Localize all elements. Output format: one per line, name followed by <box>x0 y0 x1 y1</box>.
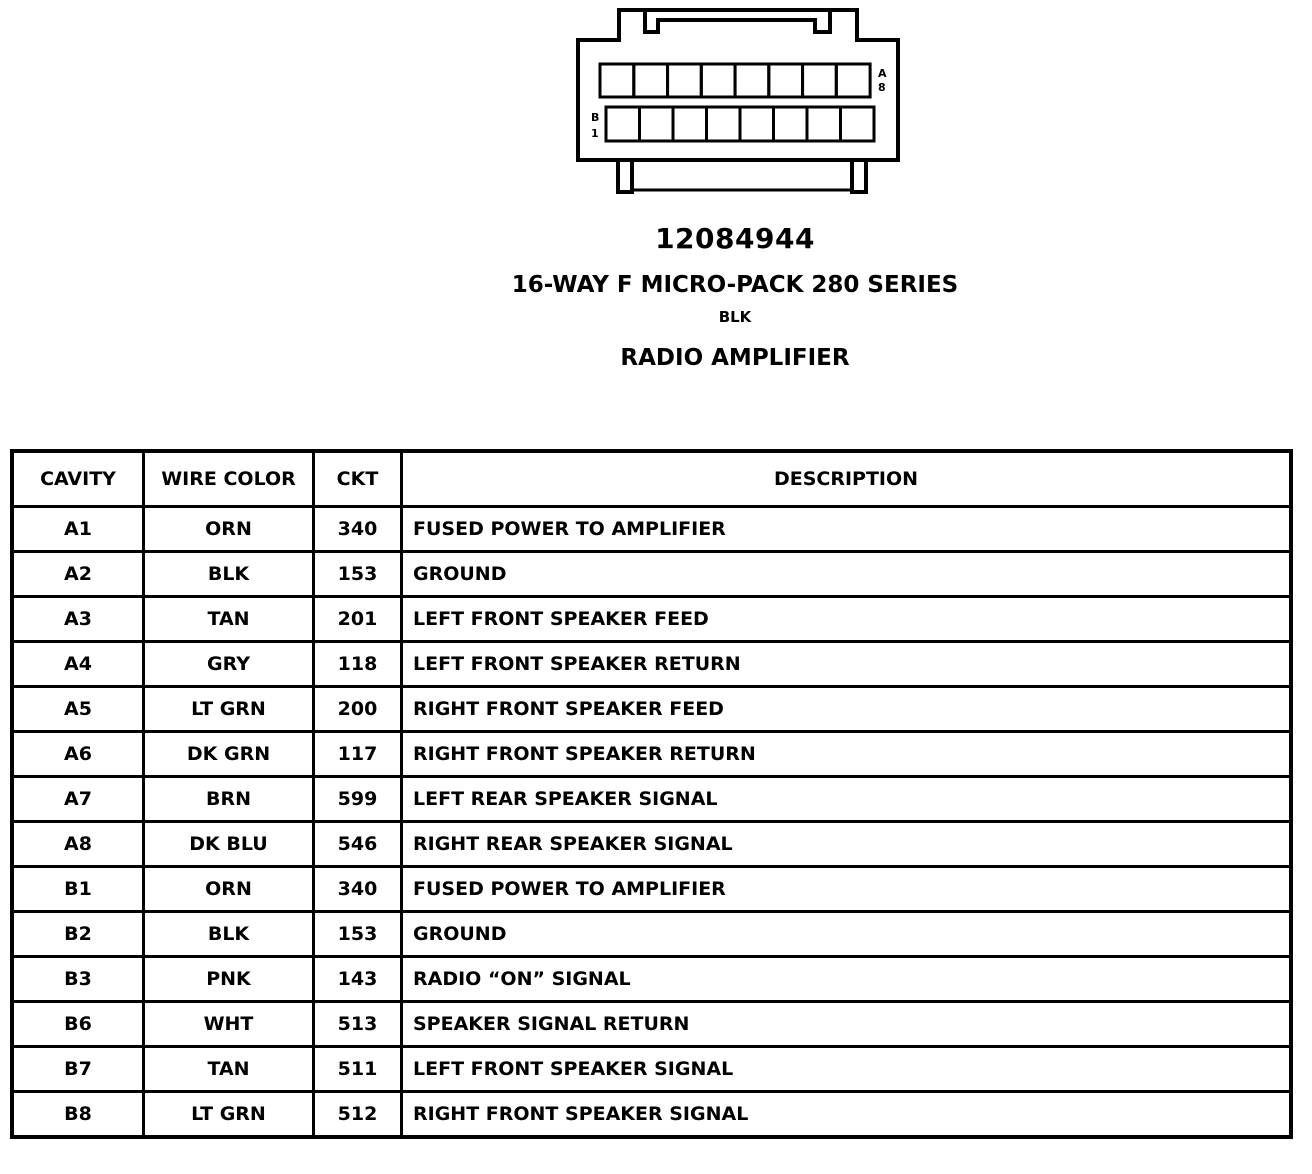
header-ckt: CKT <box>314 451 402 507</box>
cavity-b-6 <box>774 107 808 141</box>
row-a-end-label: 8 <box>878 81 886 94</box>
table-row <box>12 1002 1291 1047</box>
wire-color-cell: LT GRN <box>144 1092 314 1138</box>
description-cell: SPEAKER SIGNAL RETURN <box>402 1002 1292 1047</box>
cavity-cell: B6 <box>12 1002 144 1047</box>
ckt-cell: 511 <box>314 1047 402 1092</box>
wire-color-cell: DK BLU <box>144 822 314 867</box>
table-row <box>12 1047 1291 1092</box>
wire-color-cell: LT GRN <box>144 687 314 732</box>
connector-diagram <box>560 0 920 210</box>
table-row <box>12 912 1291 957</box>
cavity-a-1 <box>600 64 634 97</box>
row-b-end-label: 1 <box>591 127 599 140</box>
description-cell: GROUND <box>402 912 1292 957</box>
ckt-cell: 513 <box>314 1002 402 1047</box>
cavity-a-6 <box>769 64 803 97</box>
part-color: BLK <box>718 308 752 326</box>
cavity-b-3 <box>673 107 707 141</box>
cavity-b-5 <box>740 107 774 141</box>
cavity-cell: B3 <box>12 957 144 1002</box>
part-description: 16-WAY F MICRO-PACK 280 SERIES <box>511 272 959 298</box>
cavity-a-8 <box>836 64 870 97</box>
wire-color-cell: WHT <box>144 1002 314 1047</box>
ckt-cell: 153 <box>314 552 402 597</box>
cavity-b-4 <box>707 107 741 141</box>
table-row <box>12 507 1291 552</box>
header-wire-color: WIRE COLOR <box>144 451 314 507</box>
description-cell: RIGHT FRONT SPEAKER FEED <box>402 687 1292 732</box>
table-row <box>12 642 1291 687</box>
cavity-a-5 <box>735 64 769 97</box>
table-row <box>12 867 1291 912</box>
table-row <box>12 687 1291 732</box>
cavity-a-4 <box>701 64 735 97</box>
cavity-a-7 <box>803 64 837 97</box>
cavity-cell: A6 <box>12 732 144 777</box>
ckt-cell: 143 <box>314 957 402 1002</box>
ckt-cell: 118 <box>314 642 402 687</box>
wire-color-cell: TAN <box>144 1047 314 1092</box>
description-cell: LEFT FRONT SPEAKER RETURN <box>402 642 1292 687</box>
wire-color-cell: DK GRN <box>144 732 314 777</box>
table-row <box>12 1092 1291 1138</box>
cavity-cell: A5 <box>12 687 144 732</box>
wire-color-cell: TAN <box>144 597 314 642</box>
cavity-cell: A4 <box>12 642 144 687</box>
row-b-start-label: B <box>591 111 600 124</box>
connector-post-right <box>852 160 866 192</box>
cavity-cell: A1 <box>12 507 144 552</box>
ckt-cell: 153 <box>314 912 402 957</box>
part-name: RADIO AMPLIFIER <box>620 345 850 371</box>
header-cavity: CAVITY <box>12 451 144 507</box>
cavity-cell: B1 <box>12 867 144 912</box>
table-row <box>12 777 1291 822</box>
table-header-row <box>12 451 1291 507</box>
description-cell: RADIO “ON” SIGNAL <box>402 957 1292 1002</box>
wire-color-cell: ORN <box>144 507 314 552</box>
table-row <box>12 957 1291 1002</box>
cavity-b-2 <box>640 107 674 141</box>
part-number: 12084944 <box>655 222 815 255</box>
wire-color-cell: PNK <box>144 957 314 1002</box>
cavity-a-3 <box>668 64 702 97</box>
cavity-a-2 <box>634 64 668 97</box>
cavity-cell: A3 <box>12 597 144 642</box>
cavity-cell: A7 <box>12 777 144 822</box>
description-cell: LEFT FRONT SPEAKER SIGNAL <box>402 1047 1292 1092</box>
pinout-table <box>10 449 1293 1139</box>
description-cell: RIGHT FRONT SPEAKER SIGNAL <box>402 1092 1292 1138</box>
description-cell: FUSED POWER TO AMPLIFIER <box>402 867 1292 912</box>
ckt-cell: 512 <box>314 1092 402 1138</box>
cavity-cell: A2 <box>12 552 144 597</box>
description-cell: LEFT REAR SPEAKER SIGNAL <box>402 777 1292 822</box>
wire-color-cell: ORN <box>144 867 314 912</box>
description-cell: RIGHT FRONT SPEAKER RETURN <box>402 732 1292 777</box>
cavity-cell: B7 <box>12 1047 144 1092</box>
ckt-cell: 340 <box>314 867 402 912</box>
description-cell: FUSED POWER TO AMPLIFIER <box>402 507 1292 552</box>
cavity-row-a <box>600 64 870 97</box>
description-cell: RIGHT REAR SPEAKER SIGNAL <box>402 822 1292 867</box>
wire-color-cell: BLK <box>144 912 314 957</box>
table-row <box>12 822 1291 867</box>
ckt-cell: 200 <box>314 687 402 732</box>
connector-body <box>578 10 898 160</box>
table-row <box>12 597 1291 642</box>
ckt-cell: 201 <box>314 597 402 642</box>
cavity-b-7 <box>807 107 841 141</box>
connector-latch <box>645 10 830 32</box>
connector-post-left <box>618 160 632 192</box>
description-cell: LEFT FRONT SPEAKER FEED <box>402 597 1292 642</box>
wire-color-cell: BLK <box>144 552 314 597</box>
cavity-cell: B8 <box>12 1092 144 1138</box>
table-row <box>12 732 1291 777</box>
ckt-cell: 599 <box>314 777 402 822</box>
ckt-cell: 340 <box>314 507 402 552</box>
description-cell: GROUND <box>402 552 1292 597</box>
ckt-cell: 117 <box>314 732 402 777</box>
cavity-cell: B2 <box>12 912 144 957</box>
ckt-cell: 546 <box>314 822 402 867</box>
cavity-row-b <box>606 107 874 141</box>
cavity-cell: A8 <box>12 822 144 867</box>
header-description: DESCRIPTION <box>402 451 1292 507</box>
row-a-start-label: A <box>878 67 887 80</box>
cavity-b-8 <box>841 107 875 141</box>
cavity-b-1 <box>606 107 640 141</box>
wire-color-cell: GRY <box>144 642 314 687</box>
wire-color-cell: BRN <box>144 777 314 822</box>
table-row <box>12 552 1291 597</box>
